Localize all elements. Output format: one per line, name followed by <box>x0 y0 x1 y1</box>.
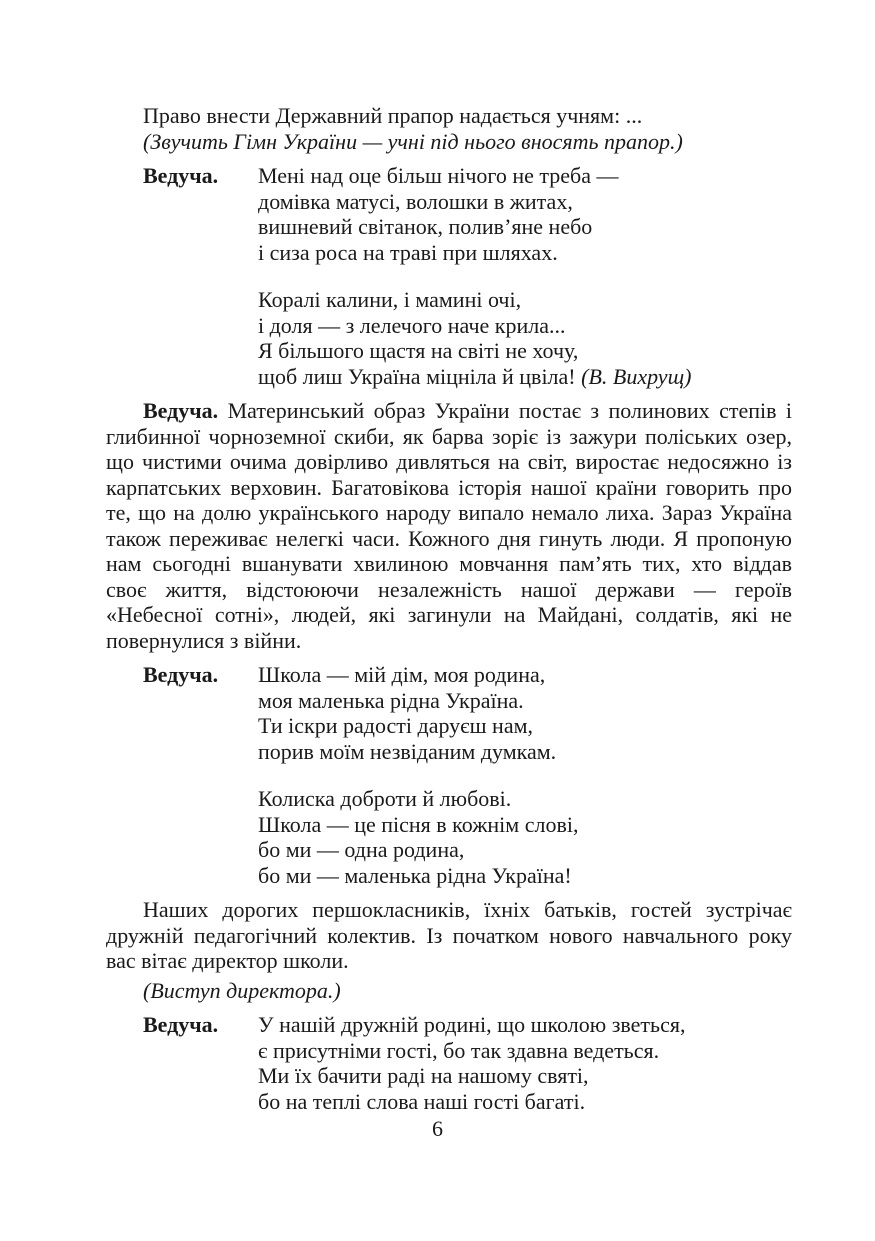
verse-line: Колиска доброти й любові. <box>258 786 512 811</box>
verse-line: Коралі калини, і мамині очі, <box>258 287 522 312</box>
speaker-block-2 <box>106 662 792 888</box>
paragraph-1 <box>106 398 792 653</box>
speaker-label: Ведуча. <box>143 163 219 188</box>
verse-line: Школа — це пісня в кожнім слові, <box>258 811 579 837</box>
speaker-block-3 <box>106 1012 792 1114</box>
verse-line: порив моїм незвіданим думкам. <box>258 738 557 764</box>
stage-direction: (Виступ директора.) <box>143 977 341 1003</box>
speaker-label: Ведуча. <box>143 398 219 423</box>
stage-direction: (Звучить Гімн України — учні під нього вносять прапор.) <box>143 128 683 154</box>
verse-line: вишневий світанок, полив’яне небо <box>258 214 593 239</box>
verse-line: Ми їх бачити раді на нашому святі, <box>258 1063 589 1088</box>
verse-line: і сиза роса на траві при шляхах. <box>258 239 558 265</box>
verse-line: домівка матусі, волошки в житах, <box>258 188 573 214</box>
verse-line: Школа — мій дім, моя родина, <box>258 662 546 687</box>
verse-line: моя маленька рідна Україна. <box>258 687 524 713</box>
verse-line: Я більшого щастя на світі не хочу, <box>258 338 579 363</box>
verse-line: бо ми — маленька рідна Україна! <box>258 862 572 888</box>
verse-line <box>258 364 692 390</box>
verse-2 <box>258 662 578 888</box>
paragraph-text: Материнський образ України постає з полинових степів і глибинної чорноземної скиби, як барва зоріє із зажури поліських озер, що чистими очима довірливо дивляться на світ, виростає недосяжно із карпатських верховин. Багатовікова історія нашої країни говорить про те, що на долю українського народу випало немало лиха. Зараз Україна також переживає нелегкі часи. Кожного дня гинуть люди. Я пропоную нам сьогодні вшанувати хвилиною мовчання пам’ять тих, хто віддав своє життя, відстоюючи незалежність нашої держави — героїв «Небесної сотні», людей, які загинули на Майдані, солдатів, які не повернулися з війни. <box>106 398 792 653</box>
verse-3 <box>258 1012 685 1114</box>
verse-line: У нашій дружній родині, що школою зветься, <box>258 1012 686 1037</box>
verse-line: бо ми — одна родина, <box>258 837 465 862</box>
verse-line: і доля — з лелечого наче крила... <box>258 312 566 338</box>
author-attribution: (В. Вихрущ) <box>581 363 692 389</box>
paragraph-2 <box>106 897 792 974</box>
paragraph-text: Наших дорогих першокласників, їхніх батьків, гостей зустрічає дружній педагогічний колектив. Із початком нового навчального року вас вітає директор школи. <box>106 897 792 973</box>
verse-1 <box>258 163 692 389</box>
verse-line-text: щоб лиш Україна міцніла й цвіла! <box>258 363 576 389</box>
speaker-label: Ведуча. <box>143 662 219 687</box>
page-body <box>106 103 792 1114</box>
speaker-block-1 <box>106 163 792 389</box>
page-number: 6 <box>432 1116 443 1141</box>
verse-line: Ти іскри радості даруєш нам, <box>258 713 534 738</box>
intro-line: Право внести Державний прапор надається учням: ... <box>143 103 643 128</box>
verse-line: є присутніми гості, бо так здавна ведеться. <box>258 1037 660 1063</box>
speaker-label: Ведуча. <box>143 1012 219 1037</box>
verse-line: бо на теплі слова наші гості багаті. <box>258 1088 586 1114</box>
verse-line: Мені над оце більш нічого не треба — <box>258 163 619 188</box>
